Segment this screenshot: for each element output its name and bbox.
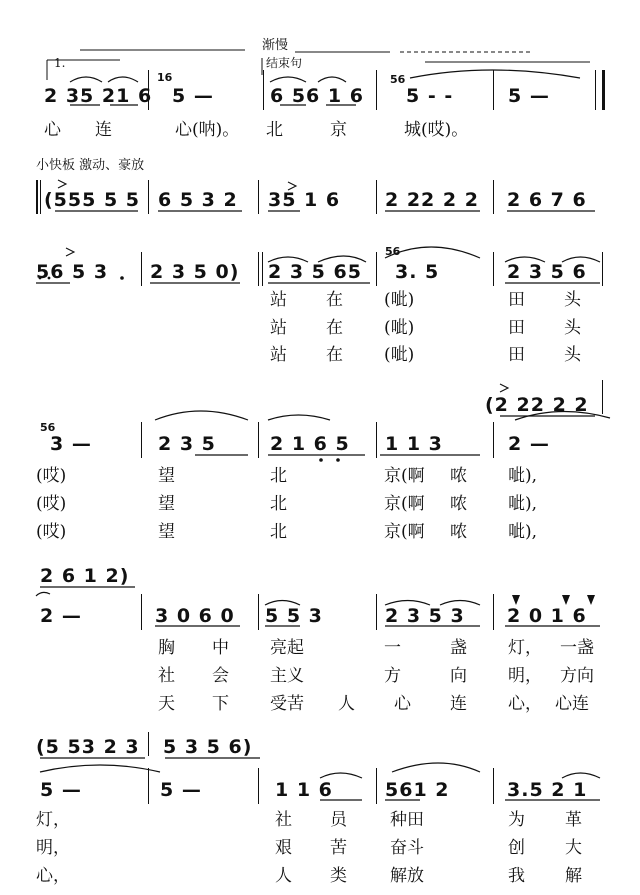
lyric: 京(啊 — [384, 466, 425, 486]
system2-notes-m3: 35 1 6 — [268, 189, 341, 211]
barline — [595, 70, 596, 110]
lyric: 站 — [270, 345, 287, 365]
lyric: 解放 — [390, 866, 424, 886]
lyric: (呲) — [384, 318, 415, 338]
lyric: 在 — [326, 290, 343, 310]
volta-number: 1. — [54, 56, 66, 70]
lyric: 灯， — [508, 638, 542, 658]
barline — [376, 70, 377, 110]
barline — [376, 422, 377, 458]
barline — [40, 180, 41, 214]
system3-notes-m5: 2 3 5 6 — [507, 261, 587, 283]
lyric: 受苦 — [270, 694, 304, 714]
barline — [376, 252, 377, 286]
lyric: 望 — [158, 522, 175, 542]
system1-notes-m3: 6 56 1 6 — [270, 85, 364, 107]
lyric: 会 — [212, 666, 229, 686]
barline — [258, 594, 259, 630]
barline — [493, 180, 494, 214]
lyric: 主义 — [270, 666, 304, 686]
system2-notes-m5: 2 6 7 6 — [507, 189, 587, 211]
lyric: 头 — [564, 290, 581, 310]
lyric: 连 — [95, 120, 112, 140]
system5-notes-m4: 2 3 5 3 — [385, 605, 465, 627]
lyric: 苦 — [330, 838, 347, 858]
system6-notes-m2: 5 — — [160, 779, 202, 801]
final-barline — [602, 70, 605, 110]
barline — [376, 594, 377, 630]
barline — [262, 252, 263, 286]
lyric: 人 — [275, 866, 292, 886]
lyric: 下 — [212, 694, 229, 714]
lyric: 类 — [330, 866, 347, 886]
lyric: 灯， — [36, 810, 70, 830]
system4-notes-m2: 2 3 5 — [158, 433, 216, 455]
lyric: 中 — [212, 638, 229, 658]
barline — [258, 252, 259, 286]
system1-notes-m1: 2 35 21 6 — [44, 85, 153, 107]
lyric: 北 — [270, 494, 287, 514]
lyric: (哎) — [36, 494, 67, 514]
lyric: 革 — [565, 810, 582, 830]
lyric: 解 — [565, 866, 582, 886]
barline — [148, 180, 149, 214]
lyric: 田 — [508, 318, 525, 338]
start-barline — [36, 180, 38, 214]
meter-56-a: 56 — [390, 73, 406, 86]
system6-cue-notes-b: 5 3 5 6) — [163, 736, 253, 758]
lyric: (哎) — [36, 466, 67, 486]
lyric: 创 — [508, 838, 525, 858]
lyric: 明， — [36, 838, 70, 858]
lyric: 在 — [326, 318, 343, 338]
lyric: 奋斗 — [390, 838, 424, 858]
system6-notes-m5: 3.5 2 1 — [507, 779, 588, 801]
lyric: 一 — [384, 638, 401, 658]
lyric: 哝 — [450, 466, 467, 486]
barline — [493, 768, 494, 804]
lyric: 哝 — [450, 522, 467, 542]
tempo-instruction: 小快板 激动、豪放 — [36, 158, 145, 173]
lyric: 站 — [270, 290, 287, 310]
lyric: (呲) — [384, 290, 415, 310]
lyric: 种田 — [390, 810, 424, 830]
lyric: 天 — [158, 694, 175, 714]
lyric: 方 — [384, 666, 401, 686]
system4-notes-m4: 1 1 3 — [385, 433, 443, 455]
barline — [263, 70, 264, 110]
lyric: 人 — [338, 694, 355, 714]
system3-notes-m3: 2 3 5 65 — [268, 261, 362, 283]
system5-notes-m2: 3 0 6 0 — [155, 605, 235, 627]
barline — [258, 180, 259, 214]
system6-cue-notes-a: (5 53 2 3 — [36, 736, 140, 758]
lyric: 胸 — [158, 638, 175, 658]
system2-notes-m1: (555 5 5 — [44, 189, 141, 211]
lyric: 京(啊 — [384, 522, 425, 542]
lyric: (哎) — [36, 522, 67, 542]
lyric: 头 — [564, 318, 581, 338]
system5-notes-m5: 2 0 1 6 — [507, 605, 587, 627]
lyric: 京(啊 — [384, 494, 425, 514]
lyric: 心， — [36, 866, 70, 886]
barline — [493, 70, 494, 110]
system4-cue-notes: (2 22 2 2 — [485, 394, 589, 416]
lyric: 社 — [275, 810, 292, 830]
barline — [258, 768, 259, 804]
lyric: 向 — [450, 666, 467, 686]
barline — [602, 252, 603, 286]
lyric: 一盏 — [560, 638, 594, 658]
lyric: 心 — [44, 120, 61, 140]
lyric: 为 — [508, 810, 525, 830]
lyric: 望 — [158, 466, 175, 486]
system1-notes-m5: 5 — — [508, 85, 550, 107]
lyric: 员 — [330, 810, 347, 830]
lyric: 头 — [564, 345, 581, 365]
system5-notes-m1: 2 — — [40, 605, 82, 627]
lyric: 我 — [508, 866, 525, 886]
lyric: 田 — [508, 345, 525, 365]
barline — [493, 422, 494, 458]
lyric: 心 — [394, 694, 411, 714]
lyric: 方向 — [560, 666, 594, 686]
system1-notes-m4: 5 - - — [406, 85, 454, 107]
lyric: 盏 — [450, 638, 467, 658]
system4-notes-m5: 2 — — [508, 433, 550, 455]
meter-56-b: 56 — [385, 245, 401, 258]
ending-phrase-mark: 结束句 — [266, 56, 303, 70]
meter-16-a: 16 — [157, 71, 173, 84]
barline — [148, 70, 149, 110]
tempo-mark-jianman: 渐慢 — [262, 38, 289, 53]
system3-notes-m2: 2 3 5 0) — [150, 261, 240, 283]
lyric: 连 — [450, 694, 467, 714]
barline — [148, 732, 149, 756]
lyric: 明， — [508, 666, 542, 686]
lyric: 田 — [508, 290, 525, 310]
system5-notes-m3: 5 5 3 — [265, 605, 323, 627]
system6-notes-m1: 5 — — [40, 779, 82, 801]
system4-notes-m1: 3 — — [50, 433, 92, 455]
barline — [148, 768, 149, 804]
barline — [376, 768, 377, 804]
lyric: 亮起 — [270, 638, 304, 658]
lyric: 艰 — [275, 838, 292, 858]
barline — [258, 422, 259, 458]
barline — [141, 422, 142, 458]
barline — [493, 252, 494, 286]
barline — [602, 380, 603, 414]
system2-notes-m2: 6 5 3 2 — [158, 189, 238, 211]
lyric: 心， — [508, 694, 542, 714]
lyric: 社 — [158, 666, 175, 686]
system1-notes-m2: 5 — — [172, 85, 214, 107]
barline — [493, 594, 494, 630]
lyric: 在 — [326, 345, 343, 365]
barline — [376, 180, 377, 214]
lyric: 呲), — [508, 466, 538, 486]
system4-notes-m3: 2 1 6 5 — [270, 433, 350, 455]
system2-notes-m4: 2 22 2 2 — [385, 189, 479, 211]
system6-notes-m3: 1 1 6 — [275, 779, 333, 801]
lyric: 呲), — [508, 522, 538, 542]
lyric: 京 — [330, 120, 347, 140]
system6-notes-m4: 561 2 — [385, 779, 450, 801]
barline — [141, 594, 142, 630]
system5-cue-notes: 2 6 1 2) — [40, 565, 130, 587]
lyric: 北 — [270, 522, 287, 542]
system3-notes-m4: 3. 5 — [395, 261, 440, 283]
lyric: 站 — [270, 318, 287, 338]
lyric: 呲), — [508, 494, 538, 514]
lyric: 大 — [565, 838, 582, 858]
lyric: 望 — [158, 494, 175, 514]
lyric: 城(哎)。 — [404, 120, 469, 140]
barline — [141, 252, 142, 286]
meter-56-c: 56 — [40, 421, 56, 434]
lyric: 哝 — [450, 494, 467, 514]
lyric: 北 — [270, 466, 287, 486]
lyric: 北 — [266, 120, 283, 140]
system3-notes-m1: 56 5 3 — [36, 261, 109, 283]
lyric: (呲) — [384, 345, 415, 365]
lyric: 心(呐)。 — [175, 120, 240, 140]
lyric: 心连 — [555, 694, 589, 714]
